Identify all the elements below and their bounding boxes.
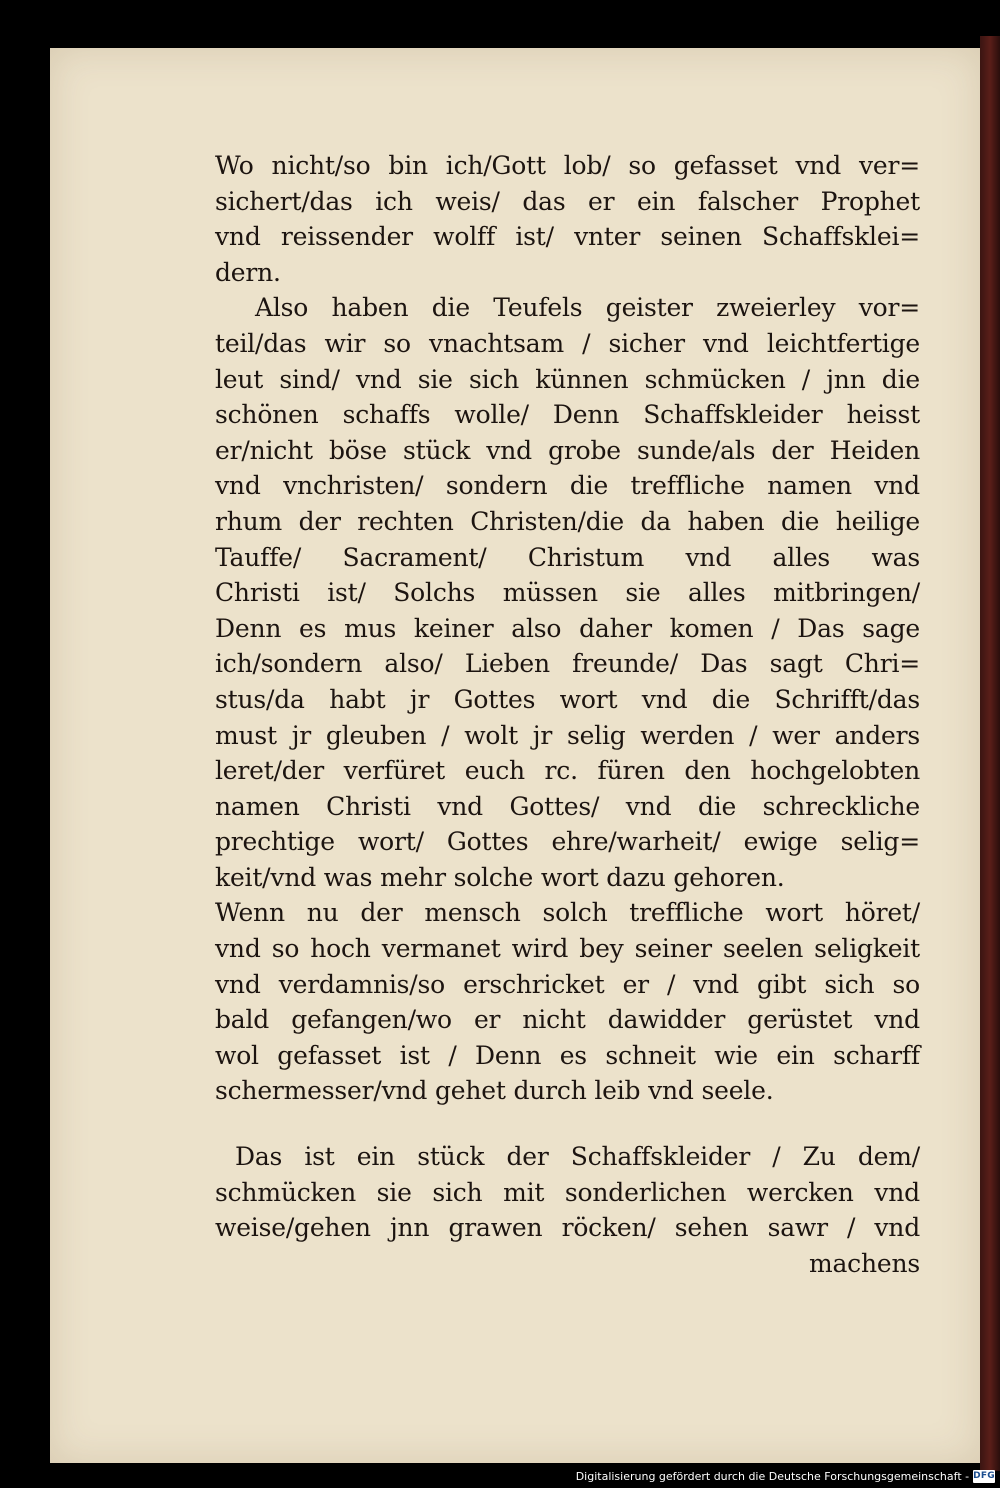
text-line: Tauffe/ Sacrament/ Christum vnd alles was bbox=[215, 542, 920, 572]
text-line: Also haben die Teufels geister zweierley vor= bbox=[255, 293, 920, 323]
text-line: vnd vnchristen/ sondern die treffliche namen vnd bbox=[215, 471, 920, 501]
text-line: vnd so hoch vermanet wird bey seiner seelen seligkeit bbox=[215, 934, 920, 964]
text-line: er/nicht böse stück vnd grobe sunde/als der Heiden bbox=[215, 435, 920, 465]
text-line: Christi ist/ Solchs müssen sie alles mitbringen/ bbox=[215, 578, 920, 608]
text-line: prechtige wort/ Gottes ehre/warheit/ ewige selig= bbox=[215, 827, 920, 857]
text-line: Wo nicht/so bin ich/Gott lob/ so gefasset vnd ver= bbox=[215, 151, 920, 180]
book-binding-edge bbox=[980, 36, 1000, 1471]
text-line: schönen schaffs wolle/ Denn Schaffskleider heisst bbox=[215, 400, 920, 430]
text-line: Das ist ein stück der Schaffskleider / Zu dem/ bbox=[235, 1142, 920, 1172]
page-text-block bbox=[215, 148, 920, 1281]
paragraph-gap bbox=[215, 1109, 920, 1139]
text-line: keit/vnd was mehr solche wort dazu gehoren. bbox=[215, 862, 785, 892]
text-line: schmücken sie sich mit sonderlichen wercken vnd bbox=[215, 1177, 920, 1207]
text-line: leut sind/ vnd sie sich künnen schmücken / jnn die bbox=[215, 364, 920, 394]
digitization-footer bbox=[575, 1466, 995, 1486]
text-line: schermesser/vnd gehet durch leib vnd seele. bbox=[215, 1076, 774, 1106]
dfg-logo-text: DFG bbox=[973, 1471, 995, 1481]
text-line: must jr gleuben / wolt jr selig werden / wer anders bbox=[215, 720, 920, 750]
text-line: dern. bbox=[215, 257, 281, 287]
text-line: vnd reissender wolff ist/ vnter seinen Schaffsklei= bbox=[215, 222, 920, 252]
dfg-logo-icon bbox=[973, 1470, 995, 1483]
text-line: weise/gehen jnn grawen röcken/ sehen sawr / vnd bbox=[215, 1213, 920, 1243]
text-line: leret/der verfüret euch rc. füren den hochgelobten bbox=[215, 756, 920, 786]
text-line: ich/sondern also/ Lieben freunde/ Das sagt Chri= bbox=[215, 649, 920, 679]
text-line: teil/das wir so vnachtsam / sicher vnd leichtfertige bbox=[215, 328, 920, 358]
text-line: wol gefasset ist / Denn es schneit wie ein scharff bbox=[215, 1040, 920, 1070]
text-line: Wenn nu der mensch solch treffliche wort höret/ bbox=[215, 898, 920, 928]
text-line: rhum der rechten Christen/die da haben die heilige bbox=[215, 506, 920, 536]
funding-credit: Digitalisierung gefördert durch die Deutsche Forschungsgemeinschaft - bbox=[575, 1469, 970, 1483]
text-line: bald gefangen/wo er nicht dawidder gerüstet vnd bbox=[215, 1005, 920, 1035]
text-line: vnd verdamnis/so erschricket er / vnd gibt sich so bbox=[215, 969, 920, 999]
catchword: machens bbox=[808, 1248, 920, 1278]
text-line: stus/da habt jr Gottes wort vnd die Schrifft/das bbox=[215, 684, 920, 714]
text-line: Denn es mus keiner also daher komen / Das sage bbox=[215, 613, 920, 643]
text-line: sichert/das ich weis/ das er ein falscher Prophet bbox=[215, 186, 920, 216]
text-line: namen Christi vnd Gottes/ vnd die schreckliche bbox=[215, 791, 920, 821]
